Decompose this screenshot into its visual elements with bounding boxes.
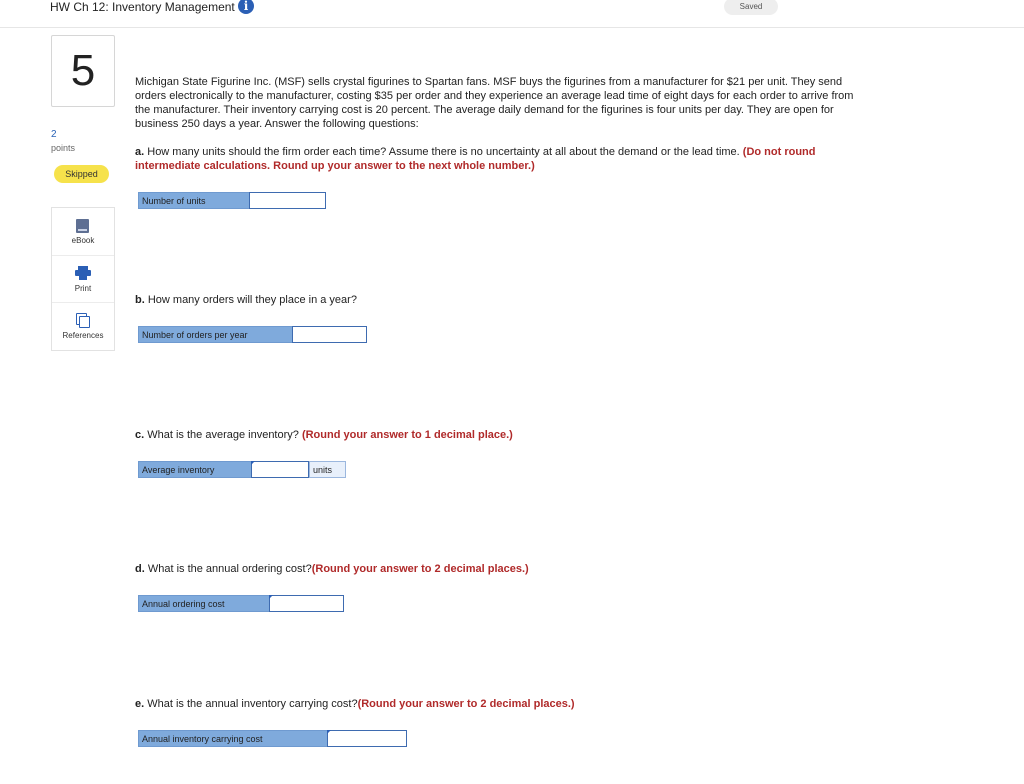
answer-label-a: Number of units <box>138 192 250 209</box>
references-label: References <box>62 331 104 340</box>
part-b-text: How many orders will they place in a year? <box>147 294 357 306</box>
number-of-units-input[interactable] <box>249 192 326 209</box>
print-label: Print <box>74 284 92 293</box>
annual-ordering-cost-input[interactable] <box>269 595 344 612</box>
info-icon[interactable]: i <box>238 0 254 14</box>
part-e-letter: e. <box>135 698 145 710</box>
part-e-note: (Round your answer to 2 decimal places.) <box>357 698 575 710</box>
assignment-title: HW Ch 12: Inventory Management <box>50 0 235 14</box>
orders-per-year-input[interactable] <box>292 326 367 343</box>
input-corner-marker <box>251 461 255 465</box>
tools-panel <box>51 207 115 351</box>
book-icon <box>76 219 89 233</box>
answer-label-e: Annual inventory carrying cost <box>138 730 328 747</box>
ebook-label: eBook <box>71 236 95 245</box>
part-d-prompt <box>135 562 865 576</box>
answer-label-c: Average inventory <box>138 461 252 478</box>
save-status-badge: Saved <box>724 0 778 15</box>
part-e-text: What is the annual inventory carrying cost? <box>147 698 358 710</box>
part-a-text: How many units should the firm order each time? Assume there is no uncertainty at all about the demand or the lead time. <box>147 146 740 158</box>
references-icon <box>76 313 90 327</box>
part-a-letter: a. <box>135 146 145 158</box>
part-e-prompt <box>135 697 865 711</box>
part-c-text: What is the average inventory? <box>147 429 299 441</box>
annual-carrying-cost-input[interactable] <box>327 730 407 747</box>
part-b-prompt <box>135 293 865 307</box>
part-a-prompt <box>135 145 865 173</box>
ebook-button[interactable] <box>52 208 114 254</box>
answer-label-b: Number of orders per year <box>138 326 293 343</box>
question-intro: Michigan State Figurine Inc. (MSF) sells crystal figurines to Spartan fans. MSF buys the figurines from a manufacturer for $21 per unit. They send orders electronically to the manufacturer, costing $35 per order and they experience an average lead time of eight days for each order to arrive from the manufacturer. Their inventory carrying cost is 20 percent. The average daily demand for the figurines is four units per day. They are open for business 250 days a year. Answer the following questions: <box>135 76 854 130</box>
part-d-text: What is the annual ordering cost? <box>147 563 312 575</box>
input-corner-marker <box>269 595 273 599</box>
top-bar <box>0 0 1024 28</box>
status-badge: Skipped <box>54 165 109 183</box>
question-number: 5 <box>51 35 115 107</box>
input-corner-marker <box>327 730 331 734</box>
part-c-prompt <box>135 428 865 442</box>
points-label: points <box>51 143 76 153</box>
average-inventory-input[interactable] <box>251 461 309 478</box>
print-button[interactable] <box>52 255 114 302</box>
part-b-letter: b. <box>135 294 145 306</box>
part-c-letter: c. <box>135 429 145 441</box>
part-d-letter: d. <box>135 563 145 575</box>
references-button[interactable] <box>52 302 114 349</box>
unit-label-c: units <box>309 461 346 478</box>
printer-icon <box>75 266 91 280</box>
answer-label-d: Annual ordering cost <box>138 595 270 612</box>
part-a-note: (Do not round intermediate calculations. Round up your answer to the next whole number.) <box>135 146 816 172</box>
part-d-note: (Round your answer to 2 decimal places.) <box>311 563 529 575</box>
points-value: 2 <box>51 129 57 140</box>
part-c-note: (Round your answer to 1 decimal place.) <box>301 429 513 441</box>
